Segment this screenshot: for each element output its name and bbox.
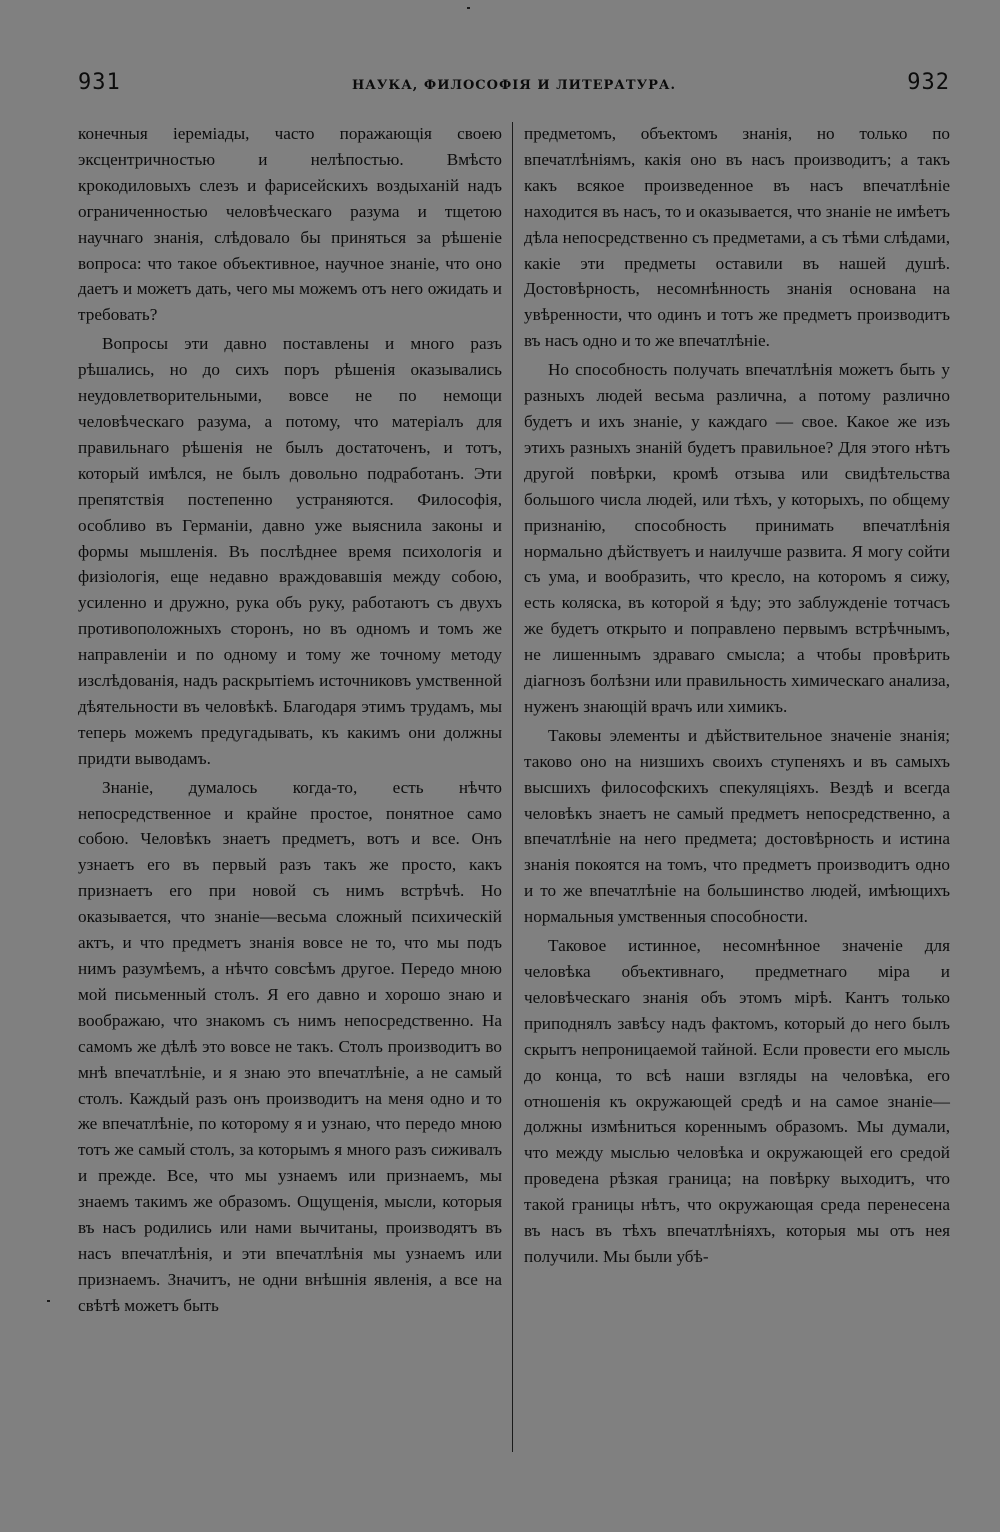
- running-title: НАУКА, ФИЛОСОФІЯ И ЛИТЕРАТУРА.: [351, 78, 677, 93]
- right-column: [524, 121, 950, 1273]
- paragraph: предметомъ, объектомъ знанія, но только по впечатлѣніямъ, какія оно въ насъ производитъ; а такъ какъ всякое произведенное въ насъ впечатлѣніе находится въ насъ, то и оказывается, что знаніе не имѣетъ дѣла непосредственно съ предметами, а съ тѣми слѣдами, какіе эти предметы оставили въ нашей душѣ. Достовѣрность, несомнѣнность знанія основана на увѣренности, что одинъ и тотъ же предметъ производитъ въ насъ одно и то же впечатлѣніе.: [524, 124, 950, 351]
- paragraph: конечныя іеремiады, часто поражающія своею эксцентричностью и нелѣпостью. Вмѣсто крокодиловыхъ слезъ и фарисейскихъ воздыханій надъ ограниченностью человѣческаго разума и тщетою научнаго знанія, слѣдовало бы приняться за рѣшеніе вопроса: что такое объективное, научное знаніе, что оно даетъ и можетъ дать, чего мы можемъ отъ него ожидать и требовать?: [78, 124, 502, 325]
- paragraph: Но способность получать впечатлѣнія можетъ быть у разныхъ людей весьма различна, а потому различно будетъ и ихъ знаніе, у каждаго — свое. Какое же изъ этихъ разныхъ знаній будетъ правильное? Для этого нѣтъ другой повѣрки, кромѣ отзыва или свидѣтельства большого числа людей, или тѣхъ, у которыхъ, по общему признанію, способность принимать впечатлѣнія нормально дѣйствуетъ и наилучше развита. Я могу сойти съ ума, и вообразить, что кресло, на которомъ я сижу, есть коляска, въ которой я ѣду; это заблужденіе тотчасъ же будетъ открыто и поправлено первымъ встрѣчнымъ, не лишеннымъ здраваго смысла; а чтобы провѣрить діагнозъ болѣзни или правильность химическаго анализа, нуженъ знающій врачъ или химикъ.: [524, 360, 950, 716]
- page-number-right: 932: [907, 70, 950, 95]
- column-divider: [512, 122, 513, 1452]
- paragraph: Знаніе, думалось когда-то, есть нѣчто непосредственное и крайне простое, понятное само собою. Человѣкъ знаетъ предметъ, вотъ и все. Онъ узнаетъ его въ первый разъ такъ же просто, какъ признаетъ его при новой съ нимъ встрѣчѣ. Но оказывается, что знаніе—весьма сложный психическій актъ, и что предметъ знанія вовсе не то, что мы подъ нимъ разумѣемъ, а нѣчто совсѣмъ другое. Передо мною мой письменный столъ. Я его давно и хорошо знаю и воображаю, что знакомъ съ нимъ непосредственно. На самомъ же дѣлѣ это вовсе не такъ. Столъ производитъ во мнѣ впечатлѣніе, и я знаю это впечатлѣніе, а не самый столъ. Каждый разъ онъ производитъ на меня одно и то же впечатлѣніе, по которому я и узнаю, что передо мною тотъ же самый столъ, за которымъ я много разъ сиживалъ и прежде. Все, что мы узнаемъ или признаемъ, мы знаемъ такимъ же образомъ. Ощущенія, мысли, которыя въ насъ родились или нами вычитаны, производятъ въ насъ впечатлѣнія, и эти впечатлѣнія мы узнаемъ или признаемъ. Значитъ, не одни внѣшнія явленія, а все на свѣтѣ можетъ быть: [78, 777, 502, 1315]
- scan-mark: [47, 1300, 50, 1302]
- paragraph: Вопросы эти давно поставлены и много разъ рѣшались, но до сихъ поръ рѣшенія оказывались неудовлетворительными, вовсе не по немощи человѣческаго разума, а потому, что матеріалъ для правильнаго рѣшенія не былъ достаточенъ, и тотъ, который имѣлся, не былъ довольно подработанъ. Эти препятствія постепенно устраняются. Философія, особливо въ Германіи, давно уже выяснила законы и формы мышленія. Въ послѣднее время психологія и физіологія, еще недавно враждовавшія между собою, усиленно и дружно, рука объ руку, работаютъ съ двухъ противоположныхъ сторонъ, но въ одномъ и томъ же направленіи и по одному и тому же точному методу изслѣдованія, надъ раскрытіемъ источниковъ умственной дѣятельности въ человѣкѣ. Благодаря этимъ трудамъ, мы теперь можемъ предугадывать, къ какимъ они должны придти выводамъ.: [78, 334, 502, 768]
- paragraph: Таковое истинное, несомнѣнное значеніе для человѣка объективнаго, предметнаго міра и человѣческаго знанія объ этомъ мірѣ. Кантъ только приподнялъ завѣсу надъ фактомъ, который до него былъ скрытъ непроницаемой тайной. Если провести его мысль до конца, то всѣ наши взгляды на человѣка, его отношенія къ окружающей средѣ и на самое знаніе—должны измѣниться кореннымъ образомъ. Мы думали, что между мыслью человѣка и окружающей его средой проведена рѣзкая граница; на повѣрку выходитъ, что такой границы нѣтъ, что окружающая среда перенесена въ насъ въ тѣхъ впечатлѣніяхъ, которыя мы отъ нея получили. Мы были убѣ-: [524, 936, 950, 1266]
- left-column: [78, 121, 502, 1322]
- running-header: [78, 70, 950, 106]
- paragraph: Таковы элементы и дѣйствительное значеніе знанія; таково оно на низшихъ своихъ ступеняхъ и въ самыхъ высшихъ философскихъ спекуляціяхъ. Вездѣ и всегда человѣкъ знаетъ не самый предметъ непосредственно, а впечатлѣніе на него предмета; достовѣрность и истина знанія покоятся на томъ, что предметъ производитъ одно и то же впечатлѣніе на большинство людей, имѣющихъ нормальныя умственныя способности.: [524, 725, 950, 927]
- scan-mark: [467, 7, 470, 9]
- page-number-left: 931: [78, 70, 121, 95]
